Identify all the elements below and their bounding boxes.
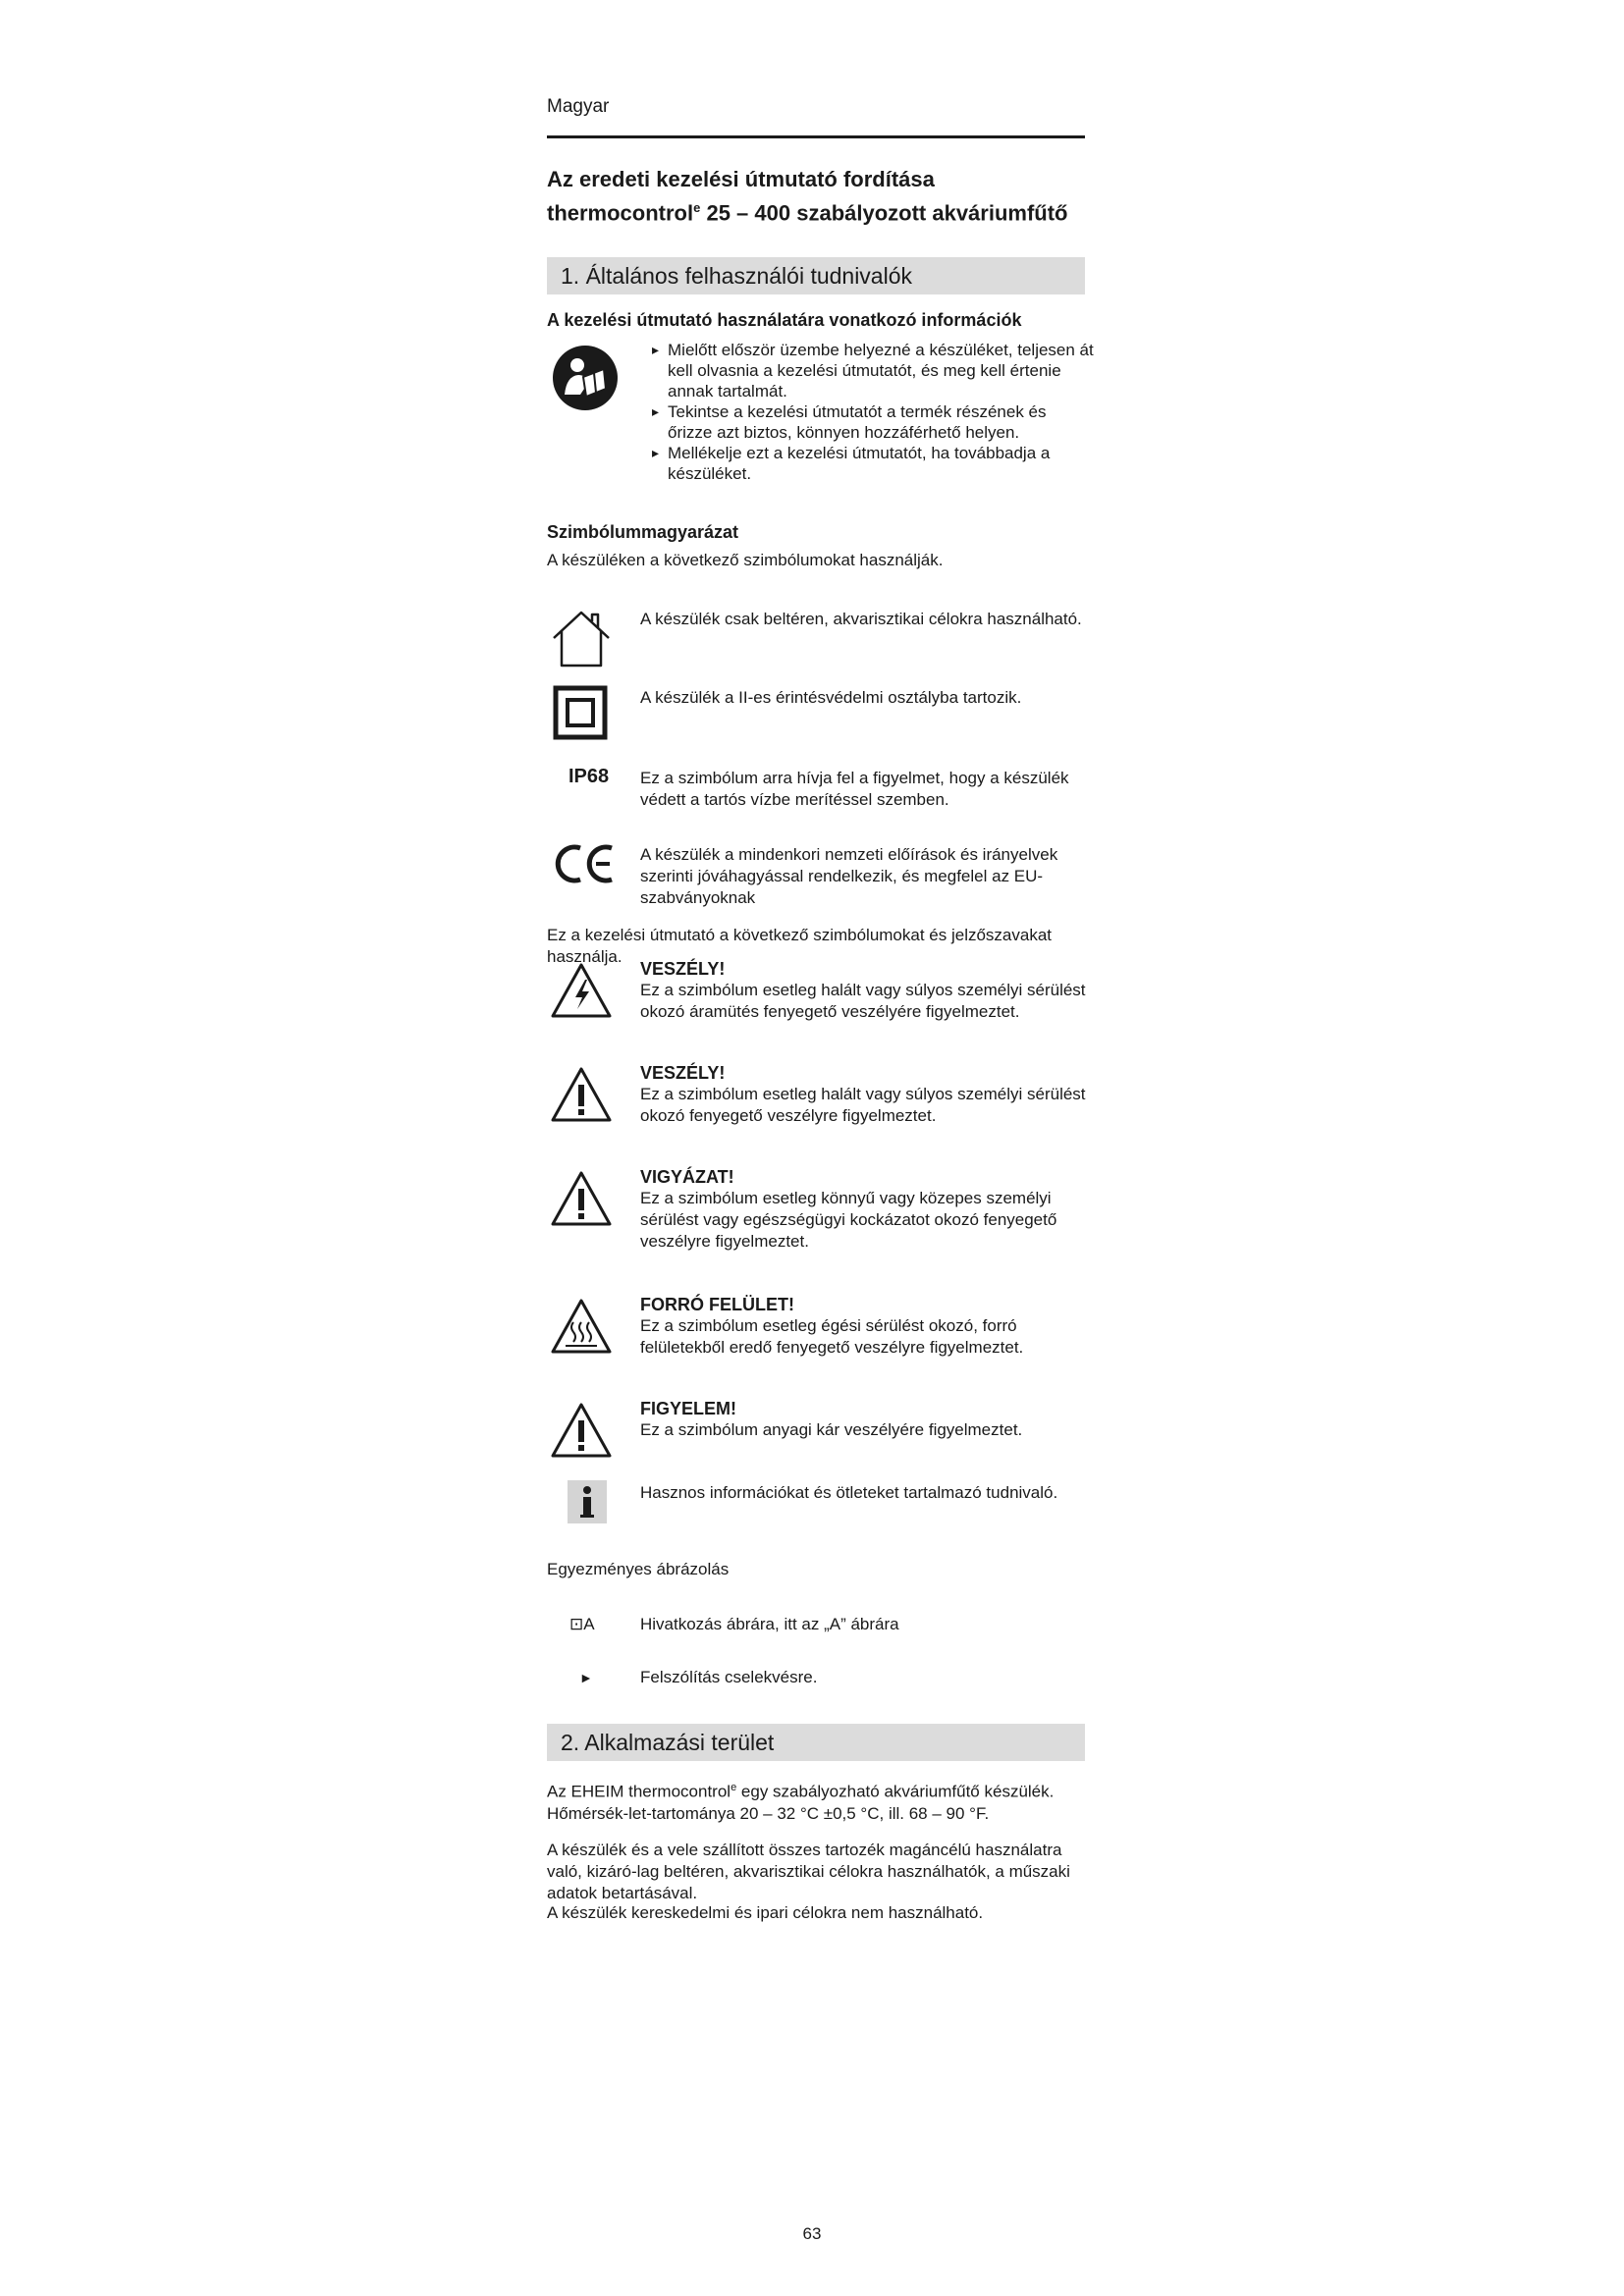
warning-text: Ez a szimbólum anyagi kár veszélyére figyelmeztet. xyxy=(640,1420,1023,1439)
ip68-label: IP68 xyxy=(568,766,610,787)
read-manual-icon xyxy=(551,344,620,417)
convention-action-text: Felszólítás cselekvésre. xyxy=(640,1668,818,1686)
warning-title: FORRÓ FELÜLET! xyxy=(640,1295,794,1314)
warning-text: Ez a szimbólum esetleg halált vagy súlyos személyi sérülést okozó áramütés fenyegető veszélyére figyelmeztet. xyxy=(640,981,1086,1021)
section-2-paragraph-3: A készülék kereskedelmi és ipari célokra nem használható. xyxy=(547,1903,984,1922)
ce-mark-icon xyxy=(553,842,618,890)
bullet-item: ▸ Mellékelje ezt a kezelési útmutatót, ha továbbadja a készüléket. xyxy=(652,443,1094,484)
attention-exclamation-icon xyxy=(550,1402,613,1464)
danger-exclamation-icon xyxy=(550,1066,613,1128)
manual-info-title: A kezelési útmutató használatára vonatkozó információk xyxy=(547,310,1022,330)
convention-figure-text: Hivatkozás ábrára, itt az „A” ábrára xyxy=(640,1615,899,1633)
house-icon xyxy=(550,607,613,674)
section-1-heading: 1. Általános felhasználói tudnivalók xyxy=(547,257,1085,294)
action-arrow-marker: ► xyxy=(579,1670,593,1685)
protection-class-ii-icon xyxy=(553,685,608,745)
symbol-text-ip68: Ez a szimbólum arra hívja fel a figyelmet, hogy a készülék védett a tartós vízbe merítéssel szemben. xyxy=(640,769,1069,809)
section-2-paragraph-2: A készülék és a vele szállított összes tartozék magáncélú használatra való, kizáró-lag beltéren, akvarisztikai célokra használhatók, a műszaki adatok betartásával. xyxy=(547,1841,1070,1902)
warning-title: FIGYELEM! xyxy=(640,1399,736,1418)
info-note-text: Hasznos információkat és ötleteket tartalmazó tudnivaló. xyxy=(640,1483,1058,1502)
warning-text: Ez a szimbólum esetleg égési sérülést okozó, forró felületekből eredő fenyegető veszélyre figyelmeztet. xyxy=(640,1316,1024,1357)
warning-danger xyxy=(640,1062,1092,1127)
info-icon xyxy=(568,1480,607,1528)
symbol-text-ce: A készülék a mindenkori nemzeti előírások és irányelvek szerinti jóváhagyással rendelkezik, és megfelel az EU-szabványoknak xyxy=(640,845,1058,907)
warning-title: VESZÉLY! xyxy=(640,1063,726,1083)
page-number: 63 xyxy=(802,2224,822,2243)
manual-info-bullets xyxy=(652,340,1094,484)
document-title xyxy=(547,165,1085,227)
warning-text: Ez a szimbólum esetleg halált vagy súlyos személyi sérülést okozó fenyegető veszélyre figyelmeztet. xyxy=(640,1085,1086,1125)
symbol-text-indoor: A készülék csak beltéren, akvarisztikai célokra használható. xyxy=(640,610,1082,628)
header-rule xyxy=(547,135,1085,138)
warning-title: VESZÉLY! xyxy=(640,959,726,979)
title-line-2: thermocontrol$^e$ 25 – 400 szabályozott akváriumfűtő xyxy=(547,200,1068,226)
warnings-intro: Ez a kezelési útmutató a következő szimbólumokat és jelzőszavakat használja. xyxy=(547,926,1053,966)
section-2-heading: 2. Alkalmazási terület xyxy=(547,1724,1085,1761)
symbols-title: Szimbólummagyarázat xyxy=(547,522,739,542)
bullet-item: ▸ Tekintse a kezelési útmutatót a termék részének és őrizze azt biztos, könnyen hozzáférhető helyen. xyxy=(652,401,1094,443)
symbols-intro: A készüléken a következő szimbólumokat használják. xyxy=(547,551,944,569)
warning-text: Ez a szimbólum esetleg könnyű vagy közepes személyi sérülést vagy egészségügyi kockázatot okozó fenyegető veszélyre figyelmeztet. xyxy=(640,1189,1057,1251)
warning-title: VIGYÁZAT! xyxy=(640,1167,734,1187)
hot-surface-icon xyxy=(550,1298,613,1360)
warning-hot-surface xyxy=(640,1294,1092,1359)
conventions-title: Egyezményes ábrázolás xyxy=(547,1560,730,1578)
title-line-1: Az eredeti kezelési útmutató fordítása xyxy=(547,167,935,191)
language-label: Magyar xyxy=(547,96,610,117)
warning-caution xyxy=(640,1166,1092,1253)
warning-electric xyxy=(640,958,1092,1023)
warning-attention xyxy=(640,1398,1092,1441)
section-2-paragraph-1: Az EHEIM thermocontrol$^e$ egy szabályozható akváriumfűtő készülék. Hőmérsék-let-tartománya 20 – 32 °C ±0,5 °C, ill. 68 – 90 °F. xyxy=(547,1782,1055,1823)
caution-exclamation-icon xyxy=(550,1170,613,1232)
figure-reference-marker: ⊡A xyxy=(569,1615,595,1633)
bullet-item: ▸ Mielőtt először üzembe helyezné a készüléket, teljesen át kell olvasnia a kezelési útmutatót, és meg kell értenie annak tartalmát. xyxy=(652,340,1094,401)
symbol-text-class-ii: A készülék a II-es érintésvédelmi osztályba tartozik. xyxy=(640,688,1022,707)
electric-hazard-icon xyxy=(550,962,613,1024)
